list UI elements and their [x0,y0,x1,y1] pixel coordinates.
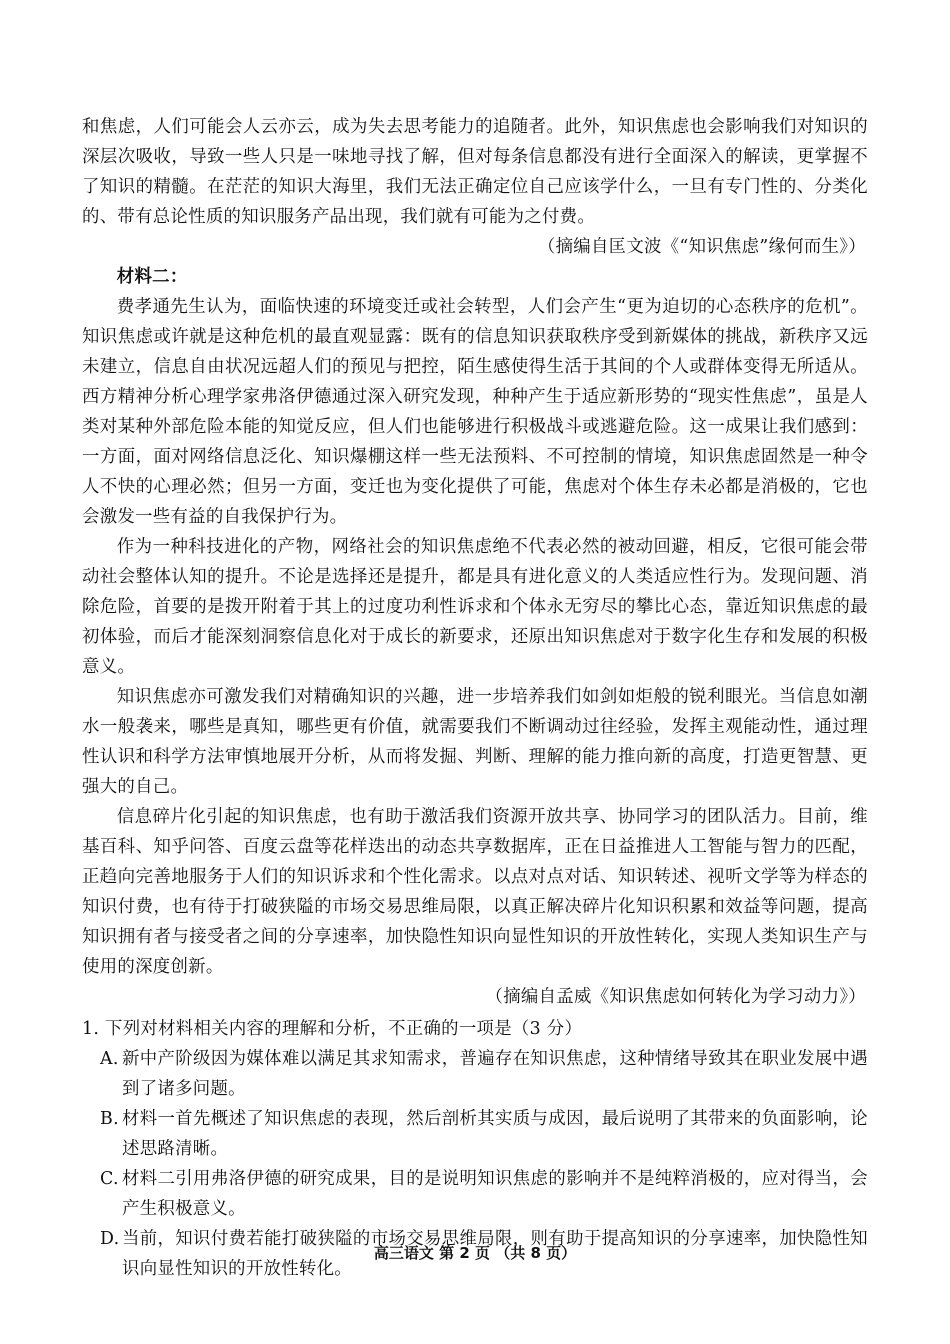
option-text: 材料一首先概述了知识焦虑的表现，然后剖析其实质与成因，最后说明了其带来的负面影响，论述思路清晰。 [122,1109,868,1159]
question-1-option-c [82,1164,868,1224]
question-1-stem: 1. 下列对材料相关内容的理解和分析，不正确的一项是（3 分） [82,1019,583,1039]
option-letter: B. [100,1109,119,1129]
material2-paragraph-3: 知识焦虑亦可激发我们对精确知识的兴趣，进一步培养我们如剑如炬般的锐利眼光。当信息如潮水一般袭来，哪些是真知，哪些更有价值，就需要我们不断调动过往经验，发挥主观能动性，通过理性认识和科学方法审慎地展开分析，从而将发掘、判断、理解的能力推向新的高度，打造更智慧、更强大的自己。 [82,687,868,797]
option-letter: A. [100,1049,119,1069]
question-1-option-b [82,1104,868,1164]
material1-source: （摘编自匡文波《“知识焦虑”缘何而生》） [537,237,866,257]
option-letter: D. [100,1229,120,1249]
question-1-option-a [82,1044,868,1104]
option-letter: C. [100,1169,119,1189]
option-text: 材料二引用弗洛伊德的研究成果，目的是说明知识焦虑的影响并不是纯粹消极的，应对得当，会产生积极意义。 [122,1169,868,1219]
page-footer: 高三语文 第 2 页 （共 8 页） [373,1244,577,1262]
option-text: 新中产阶级因为媒体难以满足其求知需求，普遍存在知识焦虑，这种情绪导致其在职业发展中遇到了诸多问题。 [122,1049,868,1099]
page-content [82,112,868,1284]
material2-paragraph-2: 作为一种科技进化的产物，网络社会的知识焦虑绝不代表必然的被动回避，相反，它很可能会带动社会整体认知的提升。不论是选择还是提升，都是具有进化意义的人类适应性行为。发现问题、消除危险，首要的是拨开附着于其上的过度功利性诉求和个体永无穷尽的攀比心态，靠近知识焦虑的最初体验，而后才能深刻洞察信息化对于成长的新要求，还原出知识焦虑对于数字化生存和发展的积极意义。 [82,537,868,677]
material2-paragraph-4: 信息碎片化引起的知识焦虑，也有助于激活我们资源开放共享、协同学习的团队活力。目前，维基百科、知乎问答、百度云盘等花样迭出的动态共享数据库，正在日益推进人工智能与智力的匹配，正趋向完善地服务于人们的知识诉求和个性化需求。以点对点对话、知识转述、视听文学等为样态的知识付费，也有待于打破狭隘的市场交易思维局限，以真正解决碎片化知识积累和效益等问题，提高知识拥有者与接受者之间的分享速率，加快隐性知识向显性知识的开放性转化，实现人类知识生产与使用的深度创新。 [82,807,868,977]
material2-heading: 材料二： [116,267,188,287]
material2-source: （摘编自孟威《知识焦虑如何转化为学习动力》） [485,987,866,1007]
material1-tail-paragraph: 和焦虑，人们可能会人云亦云，成为失去思考能力的追随者。此外，知识焦虑也会影响我们对知识的深层次吸收，导致一些人只是一味地寻找了解，但对每条信息都没有进行全面深入的解读，更掌握不了知识的精髓。在茫茫的知识大海里，我们无法正确定位自己应该学什么，一旦有专门性的、分类化的、带有总论性质的知识服务产品出现，我们就有可能为之付费。 [82,117,868,227]
option-text: 当前，知识付费若能打破狭隘的市场交易思维局限，则有助于提高知识的分享速率，加快隐性知识向显性知识的开放性转化。 [122,1229,868,1279]
material2-paragraph-1: 费孝通先生认为，面临快速的环境变迁或社会转型，人们会产生“更为迫切的心态秩序的危机”。知识焦虑或许就是这种危机的最直观显露：既有的信息知识获取秩序受到新媒体的挑战，新秩序又远未建立，信息自由状况远超人们的预见与把控，陌生感使得生活于其间的个人或群体变得无所适从。西方精神分析心理学家弗洛伊德通过深入研究发现，种种产生于适应新形势的“现实性焦虑”，虽是人类对某种外部危险本能的知觉反应，但人们也能够进行积极战斗或逃避危险。这一成果让我们感到：一方面，面对网络信息泛化、知识爆棚这样一些无法预料、不可控制的情境，知识焦虑固然是一种令人不快的心理必然；但另一方面，变迁也为变化提供了可能，焦虑对个体生存未必都是消极的，它也会激发一些有益的自我保护行为。 [82,297,868,527]
